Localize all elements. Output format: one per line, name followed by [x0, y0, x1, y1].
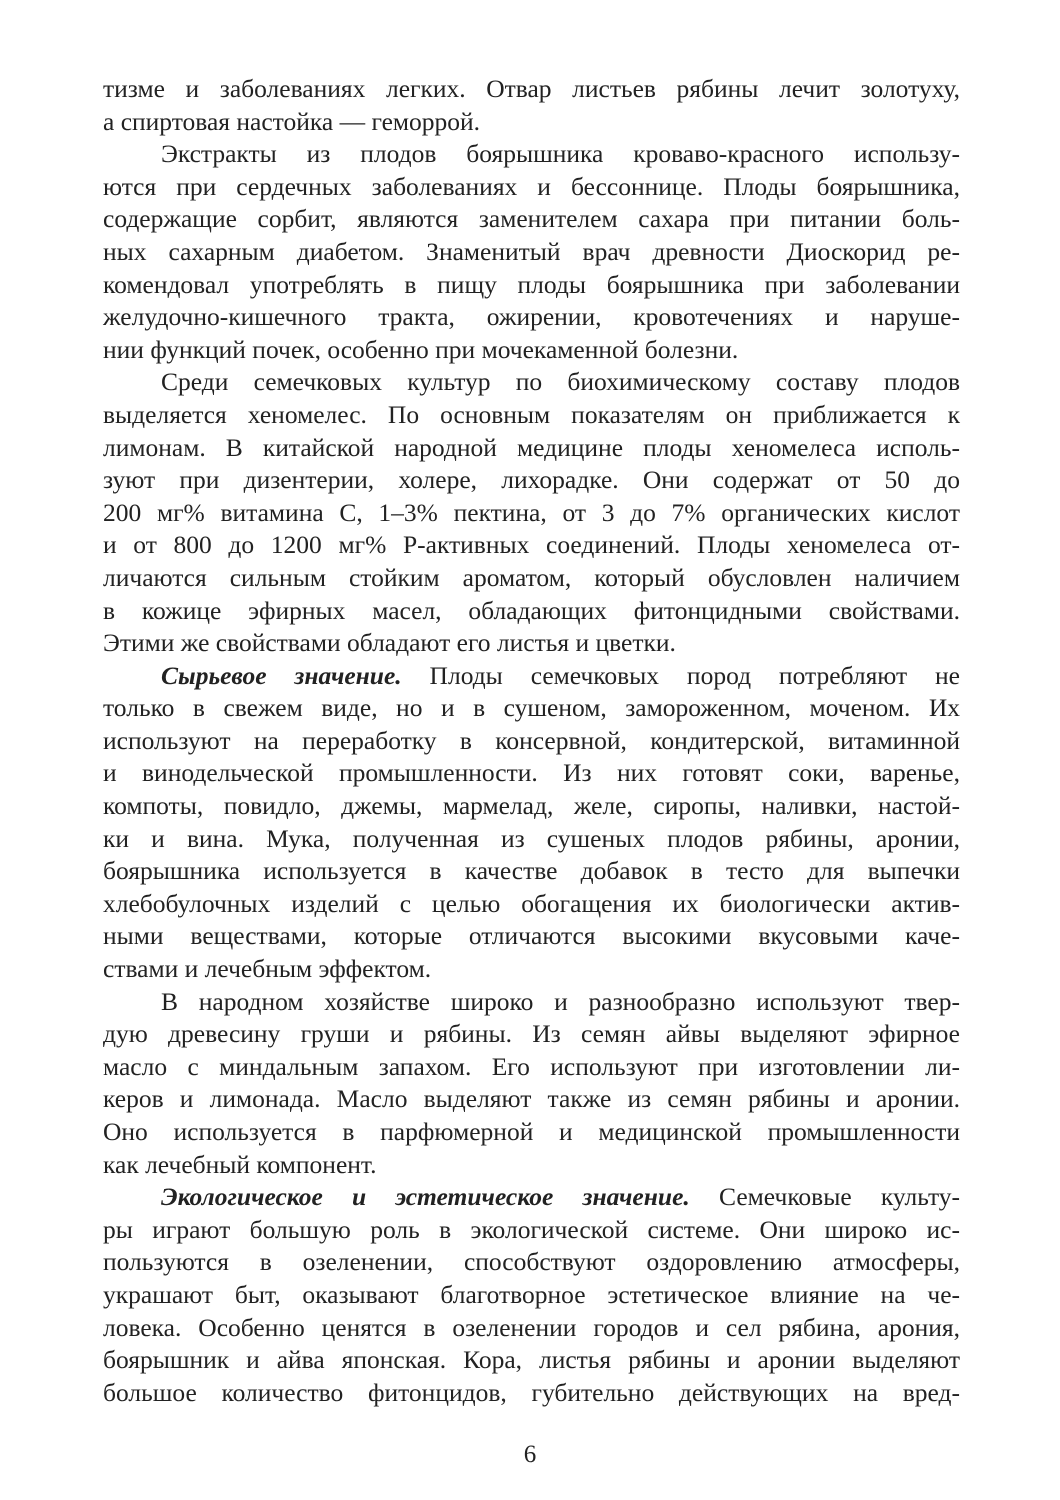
text-line: Среди семечковых культур по биохимическому составу плодов: [161, 367, 960, 397]
paragraph: [103, 660, 960, 986]
text-line: тизме и заболеваниях легких. Отвар листьев рябины лечит золотуху,: [103, 74, 960, 103]
text-line: украшают быт, оказывают благотворное эстетическое влияние на че-: [103, 1279, 960, 1309]
text-line: дую древесину груши и рябины. Из семян айвы выделяют эфирное: [103, 1019, 960, 1049]
text-line: содержащие сорбит, являются заменителем сахара при питании боль-: [103, 204, 960, 234]
section-heading: Экологическое и эстетическое значение.: [161, 1182, 690, 1212]
text-line: ствами и лечебным эффектом.: [103, 954, 432, 984]
page-number: 6: [523, 1441, 537, 1468]
text-line: а спиртовая настойка — геморрой.: [103, 106, 481, 136]
page-body: [103, 73, 960, 1409]
line-text: Семечковые культу-: [689, 1182, 960, 1212]
line-text: Плоды семечковых пород потребляют не: [401, 660, 960, 690]
text-line: желудочно-кишечного тракта, ожирении, кровотечениях и наруше-: [103, 302, 960, 332]
text-line: лимонам. В китайской народной медицине плоды хеномелеса исполь-: [103, 432, 960, 462]
text-line: ются при сердечных заболеваниях и бессоннице. Плоды боярышника,: [103, 171, 960, 201]
text-line: [103, 660, 960, 693]
text-line: и от 800 до 1200 мг% Р-активных соединений. Плоды хеномелеса от-: [103, 530, 960, 560]
text-line: ными веществами, которые отличаются высокими вкусовыми каче-: [103, 921, 960, 951]
text-line: большое количество фитонцидов, губительно действующих на вред-: [103, 1377, 960, 1407]
text-line: в кожице эфирных масел, обладающих фитонцидными свойствами.: [103, 595, 960, 625]
text-line: компоты, повидло, джемы, мармелад, желе, сиропы, наливки, настой-: [103, 791, 960, 821]
paragraph: [103, 138, 960, 366]
text-line: боярышника используется в качестве добавок в тесто для выпечки: [103, 856, 960, 886]
paragraph: [103, 986, 960, 1182]
text-line: зуют при дизентерии, холере, лихорадке. Они содержат от 50 до: [103, 465, 960, 495]
section-heading: Сырьевое значение.: [161, 660, 402, 690]
text-line: только в свежем виде, но и в сушеном, замороженном, моченом. Их: [103, 693, 960, 723]
text-line: масло с миндальным запахом. Его используют при изготовлении ли-: [103, 1051, 960, 1081]
paragraph: [103, 73, 960, 138]
paragraph: [103, 1181, 960, 1409]
text-line: ловека. Особенно ценятся в озеленении городов и сел рябина, арония,: [103, 1312, 960, 1342]
text-line: и винодельческой промышленности. Из них готовят соки, варенье,: [103, 758, 960, 788]
text-line: выделяется хеномелес. По основным показателям он приближается к: [103, 399, 960, 429]
paragraph: [103, 366, 960, 659]
text-line: Экстракты из плодов боярышника кроваво-красного использу-: [161, 139, 960, 169]
text-line: 200 мг% витамина С, 1–3% пектина, от 3 до 7% органических кислот: [103, 497, 960, 527]
text-line: ных сахарным диабетом. Знаменитый врач древности Диоскорид ре-: [103, 236, 960, 266]
text-line: используют на переработку в консервной, кондитерской, витаминной: [103, 725, 960, 755]
text-line: керов и лимонада. Масло выделяют также из семян рябины и аронии.: [103, 1084, 960, 1114]
text-line: личаются сильным стойким ароматом, который обусловлен наличием: [103, 562, 960, 592]
text-line: пользуются в озеленении, способствуют оздоровлению атмосферы,: [103, 1247, 960, 1277]
text-line: ры играют большую роль в экологической системе. Они широко ис-: [103, 1214, 960, 1244]
text-line: боярышник и айва японская. Кора, листья рябины и аронии выделяют: [103, 1345, 960, 1375]
text-line: [103, 1181, 960, 1214]
text-line: Этими же свойствами обладают его листья и цветки.: [103, 628, 676, 658]
text-line: как лечебный компонент.: [103, 1149, 377, 1179]
text-line: В народном хозяйстве широко и разнообразно используют твер-: [161, 986, 960, 1016]
text-line: комендовал употреблять в пищу плоды боярышника при заболевании: [103, 269, 960, 299]
text-line: Оно используется в парфюмерной и медицинской промышленности: [103, 1117, 960, 1146]
text-line: нии функций почек, особенно при мочекаменной болезни.: [103, 334, 739, 364]
text-line: хлебобулочных изделий с целью обогащения их биологически актив-: [103, 888, 960, 918]
text-line: ки и вина. Мука, полученная из сушеных плодов рябины, аронии,: [103, 823, 960, 853]
